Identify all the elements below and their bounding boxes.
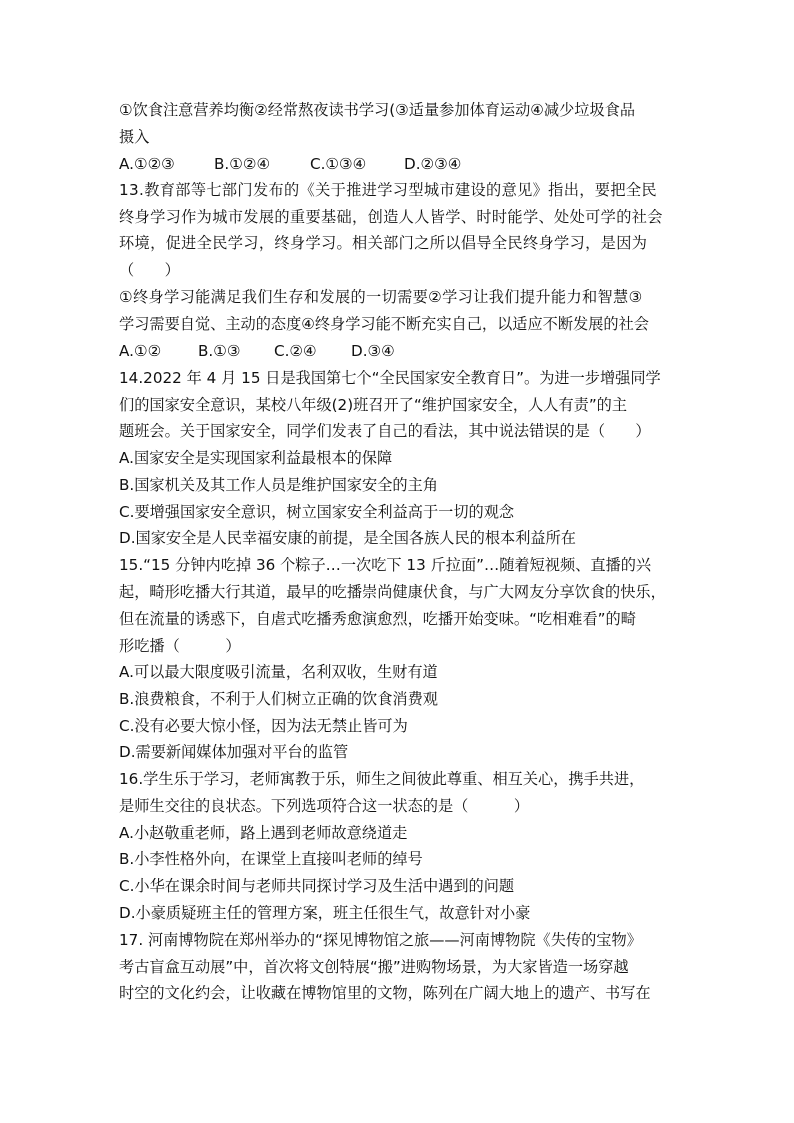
q12-statement-line-2: 摄入: [119, 128, 150, 146]
q15-option-c: C.没有必要大惊小怪，因为法无禁止皆可为: [119, 717, 408, 735]
q12-option-c: C.①③④: [310, 155, 367, 173]
q15-stem-line-4: 形吃播（ ）: [119, 637, 241, 655]
q16-option-b: B.小李性格外向，在课堂上直接叫老师的绰号: [119, 850, 423, 868]
q15-stem-line-2: 起，畸形吃播大行其道，最早的吃播崇尚健康伏食，与广大网友分享饮食的快乐，: [119, 583, 666, 601]
q17-stem-line-2: 考古盲盒互动展”中，首次将文创特展“搬”进购物场景，为大家皆造一场穿越: [119, 958, 629, 976]
q14-option-a: A.国家安全是实现国家利益最根本的保障: [119, 449, 393, 467]
q15-option-d: D.需要新闻媒体加强对平台的监管: [119, 743, 349, 761]
q12-option-b: B.①②④: [214, 155, 271, 173]
q17-stem-line-1: 17. 河南博物院在郑州举办的“探见博物馆之旅——河南博物院《失传的宝物》: [119, 931, 642, 949]
q12-option-d: D.②③④: [404, 155, 462, 173]
q13-option-a: A.①②: [119, 342, 162, 360]
q15-option-b: B.浪费粮食，不利于人们树立正确的饮食消费观: [119, 690, 438, 708]
q12-statement-line-1: ①饮食注意营养均衡②经常熬夜读书学习(③适量参加体育运动④减少垃圾食品: [119, 101, 636, 119]
q14-option-c: C.要增强国家安全意识，树立国家安全利益高于一切的观念: [119, 503, 515, 521]
q15-stem-line-1: 15.“15 分钟内吃掉 36 个粽子…一次吃下 13 斤拉面”…随着短视频、直播的兴: [119, 556, 652, 574]
q13-option-c: C.②④: [274, 342, 317, 360]
q17-stem-line-3: 时空的文化约会，让收藏在博物馆里的文物，陈列在广阔大地上的遗产、书写在: [119, 984, 651, 1002]
q16-option-c: C.小华在课余时间与老师共同探讨学习及生活中遇到的问题: [119, 877, 515, 895]
q13-option-b: B.①③: [198, 342, 241, 360]
q14-option-b: B.国家机关及其工作人员是维护国家安全的主角: [119, 476, 438, 494]
q13-stem-line-3: 环境，促进全民学习，终身学习。相关部门之所以倡导全民终身学习，是因为: [119, 234, 648, 252]
q12-option-a: A.①②③: [119, 155, 175, 173]
q13-options: [119, 341, 395, 361]
q14-stem-line-3: 题班会。关于国家安全，同学们发表了自己的看法，其中说法错误的是（ ）: [119, 422, 651, 440]
q16-stem-line-2: 是师生交往的良状态。下列选项符合这一状态的是（ ）: [119, 797, 530, 815]
q14-stem-line-1: 14.2022 年 4 月 15 日是我国第七个“全民国家安全教育日”。为进一步增强同学: [119, 369, 661, 387]
q16-option-a: A.小赵敬重老师，路上遇到老师故意绕道走: [119, 824, 408, 842]
q13-statement-line-1: ①终身学习能满足我们生存和发展的一切需要②学习让我们提升能力和智慧③: [119, 288, 643, 306]
q14-option-d: D.国家安全是人民幸福安康的前提，是全国各族人民的根本利益所在: [119, 529, 576, 547]
q13-statement-line-2: 学习需要自觉、主动的态度④终身学习能不断充实自己，以适应不断发展的社会: [119, 315, 649, 333]
q13-stem-line-2: 终身学习作为城市发展的重要基础，创造人人皆学、时时能学、处处可学的社会: [119, 208, 663, 226]
q16-option-d: D.小豪质疑班主任的管理方案，班主任很生气，故意针对小豪: [119, 904, 531, 922]
q13-stem-line-1: 13.教育部等七部门发布的《关于推进学习型城市建设的意见》指出，要把全民: [119, 181, 657, 199]
q13-option-d: D.③④: [351, 342, 395, 360]
q13-answer-blank: （ ）: [119, 261, 180, 279]
q15-stem-line-3: 但在流量的诱惑下，自虐式吃播秀愈演愈烈，吃播开始变味。“吃相难看”的畸: [119, 610, 636, 628]
q12-options: [119, 154, 461, 174]
q14-stem-line-2: 们的国家安全意识，某校八年级(2)班召开了“维护国家安全，人人有责”的主: [119, 396, 628, 414]
q16-stem-line-1: 16.学生乐于学习，老师寓教于乐，师生之间彼此尊重、相互关心，携手共进，: [119, 770, 645, 788]
q15-option-a: A.可以最大限度吸引流量，名利双收，生财有道: [119, 663, 438, 681]
